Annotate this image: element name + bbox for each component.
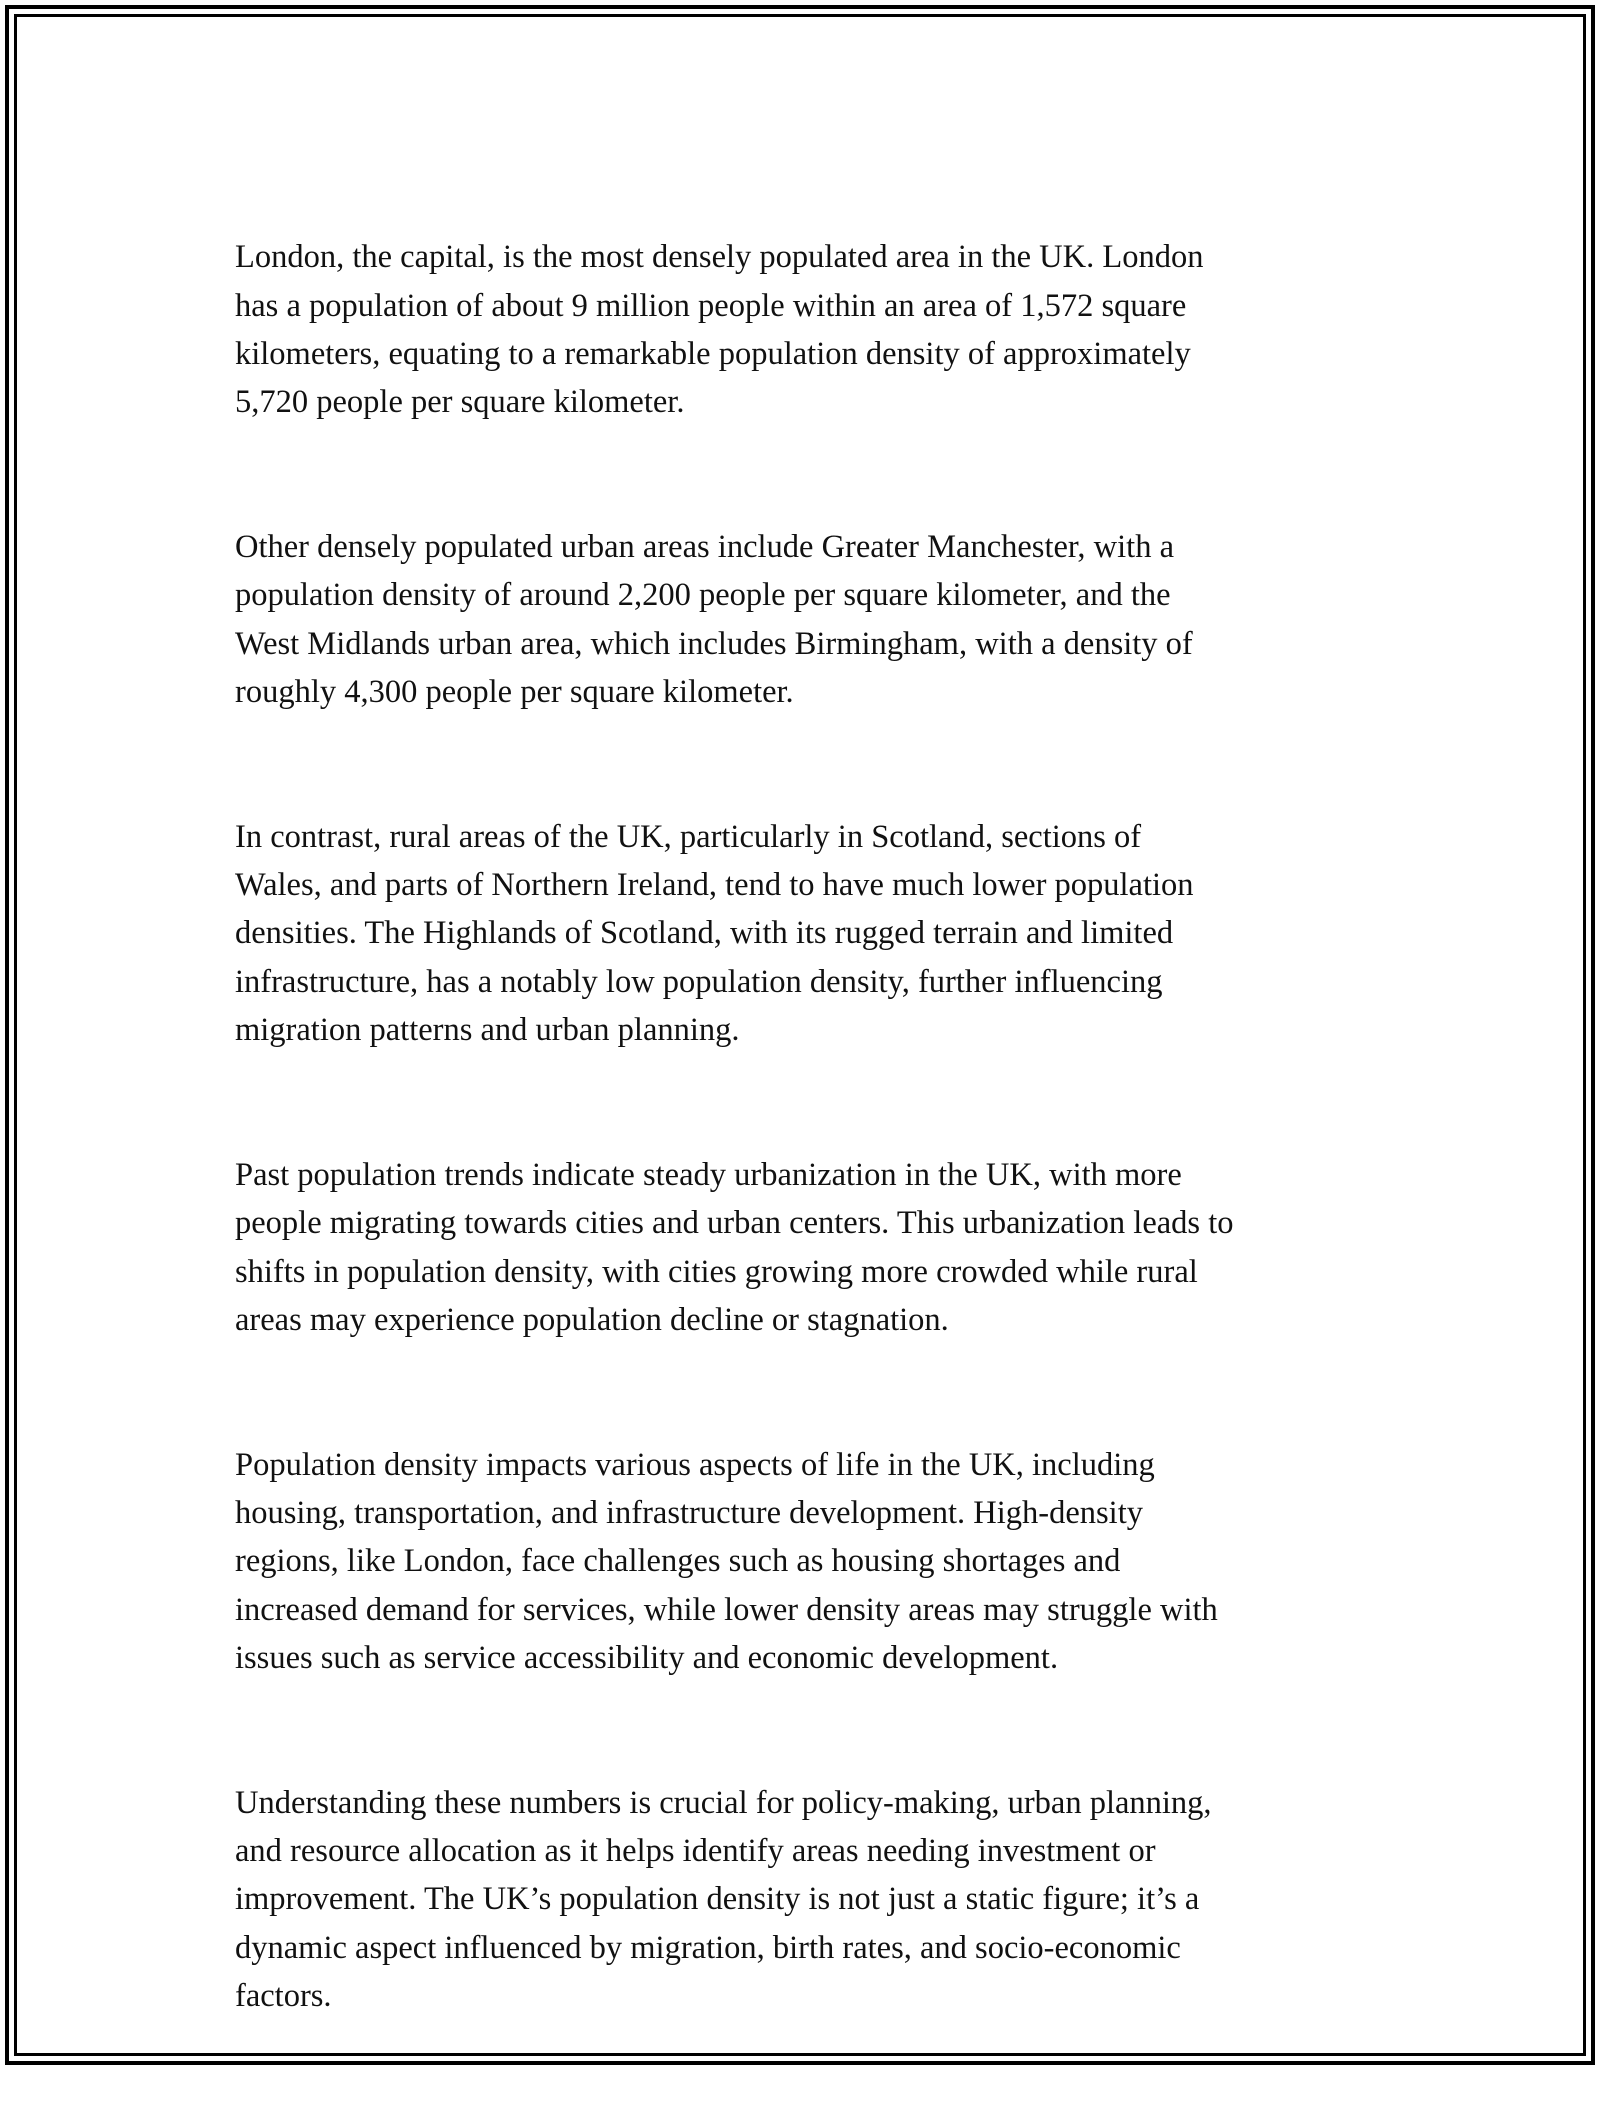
paragraph-rural-areas: In contrast, rural areas of the UK, particularly in Scotland, sections of Wales, and parts of Northern Ireland, tend to have much lower population densities. The Highlands of Scotland, with its rugged terrain and limited infrastructure, has a notably low population density, further influencing migration patterns and urban planning.	[235, 818, 1194, 1049]
paragraph-policy-importance: Understanding these numbers is crucial for policy-making, urban planning, and resource allocation as it helps identify areas needing investment or improvement. The UK’s population density is not just a static figure; it’s a dynamic aspect influenced by migration, birth rates, and socio-economic factors.	[235, 1784, 1212, 2014]
paragraph-urban-areas: Other densely populated urban areas include Greater Manchester, with a population density of around 2,200 people per square kilometer, and the West Midlands urban area, which includes Birmingham, with a density of roughly 4,300 people per square kilometer.	[235, 529, 1193, 710]
paragraph-urbanization-trends: Past population trends indicate steady urbanization in the UK, with more people migrating towards cities and urban centers. This urbanization leads to shifts in population density, with cities growing more crowded while rural areas may experience population decline or stagnation.	[235, 1156, 1234, 1338]
paragraph-london: London, the capital, is the most densely populated area in the UK. London has a population of about 9 million people within an area of 1,572 square kilometers, equating to a remarkable population density of approximately 5,720 people per square kilometer.	[235, 239, 1204, 421]
document-body	[235, 185, 1395, 2117]
paragraph-density-impacts: Population density impacts various aspects of life in the UK, including housing, transportation, and infrastructure development. High-density regions, like London, face challenges such as housing shortages and increased demand for services, while lower density areas may struggle with issues such as service accessibility and economic development.	[235, 1446, 1218, 1676]
